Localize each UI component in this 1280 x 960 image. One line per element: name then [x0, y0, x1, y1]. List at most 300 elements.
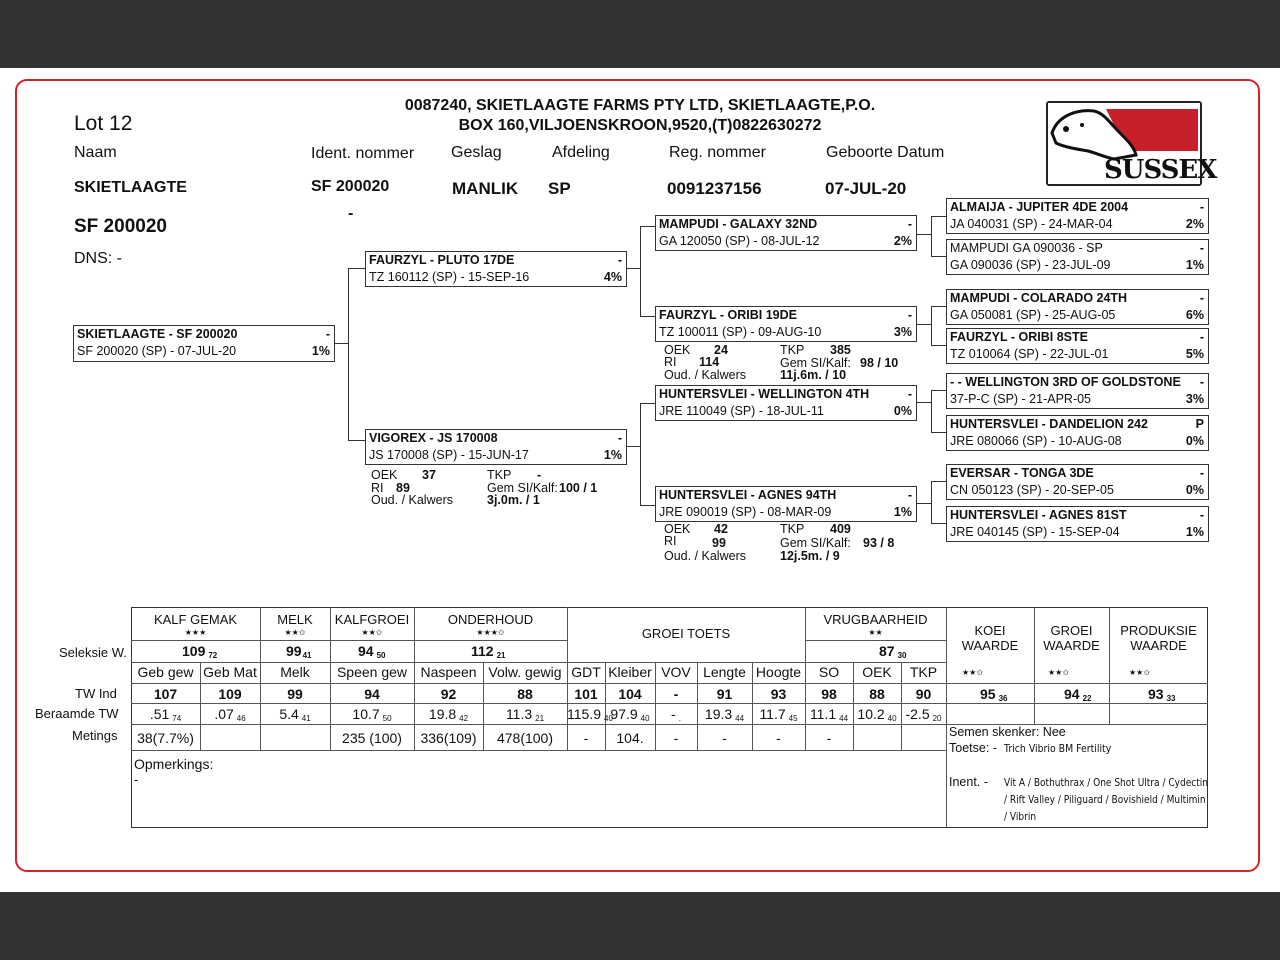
- beraamde-cell-9: [697, 706, 752, 723]
- tw-cell-7: [605, 686, 655, 702]
- value: 97.9: [610, 706, 638, 722]
- stat-value: 11j.6m. / 10: [780, 368, 847, 382]
- value: 94: [358, 643, 374, 659]
- stars-icon: ★★✩: [1129, 668, 1151, 677]
- accuracy: 41: [302, 651, 312, 660]
- pedigree-dds[interactable]: [946, 464, 1209, 500]
- metings-cell-11: [805, 730, 853, 746]
- connector: [640, 316, 655, 317]
- value: GDT: [571, 664, 601, 680]
- pedigree-name: HUNTERSVLEI - AGNES 81ST: [950, 508, 1127, 522]
- column-header-8: [655, 664, 697, 680]
- pedigree-ssd[interactable]: [946, 239, 1209, 275]
- value: 19.8: [428, 706, 457, 722]
- value: Volw. gewig: [488, 664, 562, 680]
- seleksie-onderhoud: [471, 643, 506, 660]
- pedigree-info: JA 040031 (SP) - 24-MAR-04: [950, 217, 1113, 231]
- stars-icon: ★★✩: [284, 628, 306, 637]
- pedigree-mark: -: [1199, 291, 1204, 305]
- pedigree-name: FAURZYL - PLUTO 17DE: [369, 253, 515, 267]
- pedigree-sire-sire[interactable]: [655, 215, 917, 251]
- pedigree-name: HUNTERSVLEI - DANDELION 242: [950, 417, 1148, 431]
- beraamde-cell-11: [805, 706, 853, 723]
- value: 235 (100): [342, 730, 402, 746]
- column-header-1: [200, 664, 260, 680]
- value: OEK: [862, 664, 892, 680]
- pedigree-name: ALMAIJA - JUPITER 4DE 2004: [950, 200, 1129, 214]
- stat-label: Oud. / Kalwers: [371, 493, 453, 507]
- pedigree-name: FAURZYL - ORIBI 19DE: [659, 308, 797, 322]
- stat-label: OEK: [664, 522, 691, 536]
- value: 11.3: [505, 706, 533, 722]
- animal-dash: -: [348, 205, 354, 222]
- accuracy: 21: [496, 651, 506, 660]
- connector: [348, 440, 365, 441]
- column-header-9: [697, 664, 752, 680]
- connector: [931, 306, 946, 307]
- grid-line: [131, 683, 1208, 684]
- seleksie-melk: [286, 643, 311, 660]
- beraamde-cell-12: [853, 706, 901, 723]
- stat-label: Oud. / Kalwers: [664, 549, 746, 563]
- stars-icon: ★★✩: [962, 668, 984, 677]
- grid-line: [131, 750, 946, 751]
- pedigree-pct: 4%: [603, 270, 622, 284]
- accuracy: 33: [1166, 694, 1176, 703]
- column-header-2: [260, 664, 330, 680]
- pedigree-info: TZ 010064 (SP) - 22-JUL-01: [950, 347, 1109, 361]
- pedigree-dsd[interactable]: [946, 415, 1209, 451]
- toetse-label: Toetse: -: [949, 741, 997, 755]
- group-kalfgroei: KALFGROEI: [334, 612, 410, 627]
- value: Geb Mat: [203, 664, 257, 680]
- tw-cell-10: [752, 686, 805, 702]
- group-groei-waarde: WAARDE: [1043, 638, 1100, 653]
- pedigree-pct: 2%: [893, 234, 912, 248]
- pedigree-info: JRE 080066 (SP) - 10-AUG-08: [950, 434, 1122, 448]
- accuracy: 40: [640, 714, 650, 723]
- accuracy: 44: [839, 714, 849, 723]
- animal-afdeling: SP: [548, 179, 571, 198]
- accuracy: 74: [172, 714, 182, 723]
- connector: [335, 343, 349, 344]
- value: 11.1: [809, 706, 837, 722]
- pedigree-sdd[interactable]: [946, 328, 1209, 364]
- pedigree-info: GA 090036 (SP) - 23-JUL-09: [950, 258, 1111, 272]
- pedigree-dss[interactable]: [946, 373, 1209, 409]
- seleksie-vrug: [879, 643, 906, 660]
- value: 5.4: [279, 706, 299, 722]
- pedigree-pct: 1%: [1185, 258, 1204, 272]
- value: -: [671, 706, 676, 722]
- stat-value: 114: [699, 355, 720, 369]
- value: -: [826, 730, 832, 746]
- value: 10.2: [857, 706, 885, 722]
- value: SO: [818, 664, 840, 680]
- pedigree-pct: 3%: [1185, 392, 1204, 406]
- accuracy: .: [678, 714, 681, 723]
- group-koei-waarde: WAARDE: [961, 638, 1019, 653]
- animal-ident: SF 200020: [311, 178, 390, 195]
- value: 38(7.7%): [137, 730, 194, 746]
- top-band: [0, 0, 1280, 68]
- pedigree-sss[interactable]: [946, 198, 1209, 234]
- tw-cell-5: [483, 686, 567, 702]
- accuracy: 44: [735, 714, 745, 723]
- koei-waarde-value: [980, 686, 1007, 703]
- value: 112: [471, 643, 494, 659]
- value: 93: [1148, 686, 1164, 702]
- logo-text: SUSSEX: [1104, 155, 1217, 185]
- bottom-band: [0, 892, 1280, 960]
- value: 104.: [616, 730, 644, 746]
- connector: [640, 226, 655, 227]
- connector: [931, 216, 946, 217]
- accuracy: 20: [932, 714, 942, 723]
- pedigree-info: JS 170008 (SP) - 15-JUN-17: [369, 448, 529, 462]
- pedigree-sds[interactable]: [946, 289, 1209, 325]
- beraamde-cell-8: [655, 706, 697, 723]
- value: 109: [182, 643, 206, 659]
- value: Hoogte: [755, 664, 802, 680]
- value: Kleiber: [608, 664, 652, 680]
- pedigree-name: HUNTERSVLEI - WELLINGTON 4TH: [659, 387, 870, 401]
- connector: [627, 446, 641, 447]
- stat-label: Oud. / Kalwers: [664, 368, 746, 382]
- group-produksie-waarde: WAARDE: [1130, 638, 1187, 653]
- pedigree-sire-dam[interactable]: [655, 306, 917, 342]
- row-label-seleksie: Seleksie W.: [59, 645, 127, 660]
- accuracy: 40: [604, 714, 613, 723]
- pedigree-pct: 0%: [1185, 434, 1204, 448]
- pedigree-mark: -: [1199, 330, 1204, 344]
- pedigree-info: JRE 090019 (SP) - 08-MAR-09: [659, 505, 832, 519]
- connector: [640, 403, 641, 505]
- connector: [917, 324, 932, 325]
- tw-cell-1: [200, 686, 260, 702]
- value: -: [673, 686, 679, 702]
- tw-cell-12: [853, 686, 901, 702]
- value: 94: [364, 686, 380, 702]
- connector: [931, 523, 946, 524]
- value: 90: [915, 686, 932, 702]
- connector: [931, 481, 946, 482]
- pedigree-mark: P: [1195, 417, 1204, 431]
- pedigree-pct: 6%: [1185, 308, 1204, 322]
- animal-big-id: SF 200020: [74, 216, 167, 237]
- row-label-beraamde: Beraamde TW: [35, 706, 119, 721]
- metings-cell-7: [605, 730, 655, 746]
- group-vrugbaarheid: VRUGBAARHEID: [823, 612, 928, 627]
- pedigree-info: 37-P-C (SP) - 21-APR-05: [950, 392, 1092, 406]
- accuracy: 30: [897, 651, 907, 660]
- accuracy: 22: [1082, 694, 1092, 703]
- beraamde-cell-3: [330, 706, 414, 723]
- opmerkings-value: -: [134, 772, 139, 787]
- connector: [931, 216, 932, 256]
- stat-value: 3j.0m. / 1: [487, 493, 540, 507]
- value: 109: [218, 686, 242, 702]
- metings-cell-8: [655, 730, 697, 746]
- pedigree-mark: -: [1199, 375, 1204, 389]
- connector: [931, 390, 946, 391]
- group-melk: MELK: [277, 612, 313, 627]
- pedigree-dam-sire[interactable]: [655, 385, 917, 421]
- beraamde-cell-13: [901, 706, 946, 723]
- connector: [348, 268, 349, 440]
- connector: [931, 390, 932, 432]
- pedigree-mark: -: [907, 217, 912, 231]
- value: Speen gew: [336, 664, 408, 680]
- beraamde-cell-4: [414, 706, 483, 723]
- stat-label: Gem SI/Kalf:: [780, 536, 851, 550]
- connector: [917, 402, 932, 403]
- connector: [931, 256, 946, 257]
- value: 115.9: [567, 706, 601, 722]
- beraamde-cell-6: [567, 706, 613, 723]
- value: TKP: [909, 664, 938, 680]
- value: 478(100): [496, 730, 554, 746]
- tw-cell-9: [697, 686, 752, 702]
- label-ident: Ident. nommer: [311, 145, 415, 162]
- inent-line-2: / Rift Valley / Piliguard / Bovishield / Multimin: [1004, 793, 1206, 806]
- value: 95: [980, 686, 996, 702]
- pedigree-name: VIGOREX - JS 170008: [369, 431, 498, 445]
- pedigree-mark: -: [907, 488, 912, 502]
- stars-icon: ★★✩: [361, 628, 383, 637]
- stat-value: 93 / 8: [863, 536, 895, 550]
- stat-value: 100 / 1: [559, 481, 598, 495]
- column-header-5: [483, 664, 567, 680]
- pedigree-mark: -: [1199, 200, 1204, 214]
- stars-icon: ★★✩: [1048, 668, 1070, 677]
- stars-icon: ★★★✩: [476, 628, 505, 637]
- value: -: [673, 730, 679, 746]
- column-header-13: [901, 664, 946, 680]
- stat-label: TKP: [487, 468, 512, 482]
- metings-cell-0: [131, 730, 200, 746]
- inent-line-1: Vit A / Bothuthrax / One Shot Ultra / Cydectin: [1004, 776, 1208, 789]
- inent-label: Inent. -: [949, 775, 988, 789]
- pedigree-name: SKIETLAAGTE - SF 200020: [77, 327, 238, 341]
- beraamde-cell-7: [605, 706, 655, 723]
- pedigree-pct: 1%: [603, 448, 622, 462]
- group-koei: KOEI: [974, 623, 1006, 638]
- stat-value: 385: [830, 343, 851, 357]
- stars-icon: ★★★: [184, 628, 207, 637]
- connector: [348, 268, 365, 269]
- column-header-0: [131, 664, 200, 680]
- pedigree-name: - - WELLINGTON 3RD OF GOLDSTONE: [950, 375, 1181, 389]
- accuracy: 72: [208, 651, 218, 660]
- connector: [931, 306, 932, 345]
- group-produksie: PRODUKSIE: [1120, 623, 1197, 638]
- value: 88: [869, 686, 885, 702]
- pedigree-mark: -: [907, 387, 912, 401]
- accuracy: 46: [236, 714, 246, 723]
- metings-cell-9: [697, 730, 752, 746]
- connector: [640, 403, 655, 404]
- value: 93: [770, 686, 787, 702]
- stat-value: 37: [422, 468, 436, 482]
- stat-value: 89: [396, 481, 410, 495]
- accuracy: 42: [459, 714, 469, 723]
- value: Melk: [280, 664, 310, 680]
- pedigree-pct: 1%: [1185, 525, 1204, 539]
- label-geboorte: Geboorte Datum: [826, 144, 945, 161]
- lot-number: Lot 12: [74, 112, 133, 135]
- pedigree-sire[interactable]: [365, 251, 627, 287]
- value: 94: [1064, 686, 1080, 702]
- group-groei: GROEI: [1050, 623, 1093, 638]
- pedigree-pct: 2%: [1185, 217, 1204, 231]
- dns-label: DNS: -: [74, 250, 122, 267]
- tw-cell-2: [260, 686, 330, 702]
- value: -: [722, 730, 727, 746]
- pedigree-pct: 1%: [893, 505, 912, 519]
- stat-value: 99: [712, 536, 726, 550]
- seleksie-kalfgroei: [358, 643, 385, 660]
- column-header-6: [567, 664, 605, 680]
- breeder-line-1: 0087240, SKIETLAAGTE FARMS PTY LTD, SKIETLAAGTE,P.O.: [404, 97, 876, 114]
- accuracy: 50: [376, 651, 386, 660]
- stat-label: OEK: [371, 468, 398, 482]
- pedigree-mark: -: [1199, 241, 1204, 255]
- value: 19.3: [704, 706, 733, 722]
- metings-cell-5: [483, 730, 567, 746]
- beraamde-cell-10: [752, 706, 805, 723]
- grid-line: [131, 640, 567, 641]
- value: 91: [716, 686, 733, 702]
- pedigree-mark: -: [1199, 508, 1204, 522]
- tw-cell-8: [655, 686, 697, 702]
- pedigree-info: SF 200020 (SP) - 07-JUL-20: [77, 344, 237, 358]
- connector: [931, 345, 946, 346]
- pedigree-mark: -: [617, 431, 622, 445]
- label-reg: Reg. nommer: [669, 144, 766, 161]
- value: 336(109): [420, 730, 477, 746]
- stat-value: 12j.5m. / 9: [780, 549, 840, 563]
- pedigree-info: GA 050081 (SP) - 25-AUG-05: [950, 308, 1116, 322]
- pedigree-mark: -: [325, 327, 330, 341]
- stat-label: RI: [664, 355, 677, 369]
- accuracy: 36: [998, 694, 1008, 703]
- stat-label: RI: [664, 534, 677, 548]
- value: VOV: [661, 664, 691, 680]
- accuracy: 21: [535, 714, 545, 723]
- tw-cell-11: [805, 686, 853, 702]
- row-label-tw: TW Ind: [75, 686, 117, 701]
- semen-donor: Semen skenker: Nee: [949, 725, 1066, 739]
- column-header-10: [752, 664, 805, 680]
- pedigree-self[interactable]: [73, 325, 335, 362]
- beraamde-cell-2: [260, 706, 330, 723]
- metings-cell-4: [414, 730, 483, 746]
- value: Lengte: [703, 664, 746, 680]
- pedigree-pct: 0%: [893, 404, 912, 418]
- pedigree-ddd[interactable]: [946, 506, 1209, 542]
- stat-label: TKP: [780, 522, 805, 536]
- connector: [640, 505, 655, 506]
- label-afdeling: Afdeling: [552, 144, 610, 161]
- metings-cell-3: [330, 730, 414, 746]
- stat-value: 409: [830, 522, 851, 536]
- pedigree-info: GA 120050 (SP) - 08-JUL-12: [659, 234, 820, 248]
- toetse-value: Trich Vibrio BM Fertility: [1004, 742, 1112, 755]
- connector: [917, 234, 932, 235]
- value: 11.7: [759, 706, 786, 722]
- pedigree-info: JRE 110049 (SP) - 18-JUL-11: [659, 404, 824, 418]
- connector: [931, 432, 946, 433]
- accuracy: 45: [788, 714, 798, 723]
- value: 107: [153, 686, 178, 702]
- stat-label: OEK: [664, 343, 691, 357]
- beraamde-cell-5: [483, 706, 567, 723]
- stat-label: Gem SI/Kalf:: [780, 356, 851, 370]
- tw-cell-6: [567, 686, 605, 702]
- group-onderhoud: ONDERHOUD: [447, 612, 534, 627]
- value: .51: [149, 706, 170, 722]
- connector: [931, 481, 932, 523]
- beraamde-cell-1: [200, 706, 260, 723]
- pedigree-info: TZ 160112 (SP) - 15-SEP-16: [369, 270, 530, 284]
- metings-cell-6: [567, 730, 605, 746]
- value: 98: [821, 686, 837, 702]
- column-header-7: [605, 664, 655, 680]
- stat-value: 98 / 10: [860, 356, 899, 370]
- value: 99: [287, 686, 303, 702]
- pedigree-dam-dam[interactable]: [655, 486, 917, 522]
- stat-value: 42: [714, 522, 728, 536]
- value: 101: [574, 686, 598, 702]
- metings-cell-10: [752, 730, 805, 746]
- row-label-metings: Metings: [72, 728, 118, 743]
- animal-geslag: MANLIK: [452, 179, 519, 198]
- pedigree-name: FAURZYL - ORIBI 8STE: [950, 330, 1088, 344]
- stat-label: Gem SI/Kalf:: [487, 481, 558, 495]
- accuracy: 41: [301, 714, 311, 723]
- seleksie-kalf: [182, 643, 217, 660]
- connector: [627, 268, 641, 269]
- stat-value: -: [537, 468, 542, 482]
- column-header-4: [414, 664, 483, 680]
- value: 87: [879, 643, 895, 659]
- pedigree-mark: -: [1199, 466, 1204, 480]
- value: .07: [214, 706, 234, 722]
- pedigree-name: MAMPUDI - COLARADO 24TH: [950, 291, 1128, 305]
- value: 99: [286, 643, 302, 659]
- stat-value: 24: [714, 343, 728, 357]
- stat-label: TKP: [780, 343, 805, 357]
- pedigree-pct: 0%: [1185, 483, 1204, 497]
- tw-cell-13: [901, 686, 946, 702]
- value: Geb gew: [137, 664, 194, 680]
- grid-line: [131, 703, 1208, 704]
- label-naam: Naam: [74, 144, 117, 161]
- animal-naam: SKIETLAAGTE: [74, 179, 187, 196]
- value: 10.7: [352, 706, 380, 722]
- connector: [640, 226, 641, 316]
- value: 92: [440, 686, 457, 702]
- inent-line-3: / Vibrin: [1004, 810, 1037, 823]
- group-kalf-gemak: KALF GEMAK: [153, 612, 238, 627]
- breeder-line-2: BOX 160,VILJOENSKROON,9520,(T)0822630272: [458, 117, 822, 134]
- pedigree-name: MAMPUDI GA 090036 - SP: [950, 241, 1103, 255]
- pedigree-info: TZ 100011 (SP) - 09-AUG-10: [659, 325, 822, 339]
- pedigree-dam[interactable]: [365, 429, 627, 465]
- pedigree-pct: 5%: [1185, 347, 1204, 361]
- value: Naspeen: [420, 664, 477, 680]
